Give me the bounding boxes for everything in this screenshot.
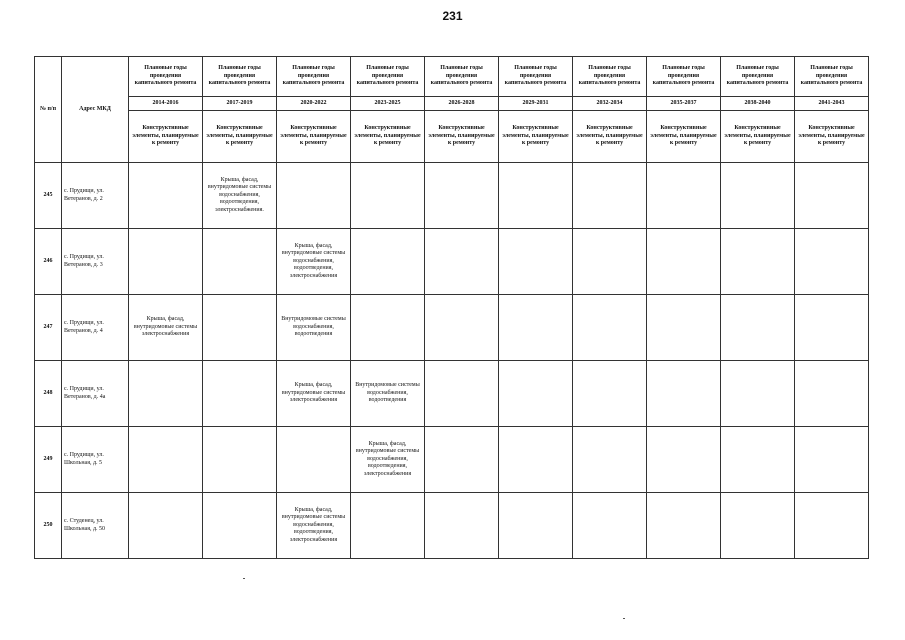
repair-elements-cell	[203, 361, 277, 427]
row-address: с. Прудищи, ул. Ветеранов, д. 4а	[62, 361, 129, 427]
repair-elements-cell	[203, 427, 277, 493]
repair-elements-cell	[499, 493, 573, 559]
row-number: 245	[35, 163, 62, 229]
repair-elements-cell	[425, 361, 499, 427]
repair-elements-cell	[425, 427, 499, 493]
period-title: Плановые годы проведения капитального ремонта	[499, 57, 573, 97]
row-number: 246	[35, 229, 62, 295]
repair-elements-cell	[499, 427, 573, 493]
repair-elements-cell	[203, 493, 277, 559]
repair-elements-cell	[795, 163, 869, 229]
table-row	[35, 493, 869, 559]
repair-elements-cell: Крыша, фасад, внутридомовые системы водоснабжения, водоотведения, электроснабжения.	[203, 163, 277, 229]
table-row	[35, 163, 869, 229]
period-elements-header: Конструктивные элементы, планируемые к ремонту	[795, 111, 869, 163]
repair-elements-cell	[573, 493, 647, 559]
period-title: Плановые годы проведения капитального ремонта	[721, 57, 795, 97]
repair-elements-cell	[425, 163, 499, 229]
page-number: 231	[442, 9, 463, 23]
repair-elements-cell	[721, 427, 795, 493]
repair-elements-cell	[573, 361, 647, 427]
period-elements-header: Конструктивные элементы, планируемые к ремонту	[647, 111, 721, 163]
period-title: Плановые годы проведения капитального ремонта	[647, 57, 721, 97]
repair-elements-cell	[499, 229, 573, 295]
repair-elements-cell	[795, 361, 869, 427]
period-elements-header: Конструктивные элементы, планируемые к ремонту	[721, 111, 795, 163]
repair-elements-cell	[129, 427, 203, 493]
repair-elements-cell	[277, 163, 351, 229]
row-address: с. Прудищи, ул. Ветеранов, д. 2	[62, 163, 129, 229]
repair-elements-cell	[425, 295, 499, 361]
repair-elements-cell	[129, 163, 203, 229]
scan-speck	[623, 618, 625, 619]
repair-elements-cell	[795, 427, 869, 493]
header-address: Адрес МКД	[62, 57, 129, 163]
period-title: Плановые годы проведения капитального ремонта	[425, 57, 499, 97]
repair-schedule-table	[34, 56, 869, 559]
period-elements-header: Конструктивные элементы, планируемые к ремонту	[203, 111, 277, 163]
repair-elements-cell	[795, 229, 869, 295]
row-address: с. Прудищи, ул. Ветеранов, д. 4	[62, 295, 129, 361]
period-years: 2026-2028	[425, 97, 499, 111]
repair-elements-cell	[721, 361, 795, 427]
period-elements-header: Конструктивные элементы, планируемые к ремонту	[351, 111, 425, 163]
repair-elements-cell	[499, 295, 573, 361]
repair-elements-cell	[203, 295, 277, 361]
repair-elements-cell: Крыша, фасад, внутридомовые системы электроснабжения	[129, 295, 203, 361]
row-number: 248	[35, 361, 62, 427]
period-elements-header: Конструктивные элементы, планируемые к ремонту	[425, 111, 499, 163]
repair-elements-cell	[573, 229, 647, 295]
repair-elements-cell	[351, 229, 425, 295]
repair-elements-cell	[129, 493, 203, 559]
repair-elements-cell	[647, 295, 721, 361]
repair-elements-cell	[573, 163, 647, 229]
repair-elements-cell	[203, 229, 277, 295]
row-number: 247	[35, 295, 62, 361]
row-address: с. Студенец, ул. Школьная, д. 50	[62, 493, 129, 559]
table-row	[35, 229, 869, 295]
period-years: 2032-2034	[573, 97, 647, 111]
period-years: 2017-2019	[203, 97, 277, 111]
period-years: 2041-2043	[795, 97, 869, 111]
row-address: с. Прудищи, ул. Ветеранов, д. 3	[62, 229, 129, 295]
period-elements-header: Конструктивные элементы, планируемые к ремонту	[499, 111, 573, 163]
repair-elements-cell: Крыша, фасад, внутридомовые системы электроснабжения	[277, 361, 351, 427]
header-number: № п/п	[35, 57, 62, 163]
row-address: с. Прудищи, ул. Школьная, д. 5	[62, 427, 129, 493]
scan-speck	[243, 578, 245, 579]
repair-elements-cell	[129, 229, 203, 295]
period-elements-header: Конструктивные элементы, планируемые к ремонту	[129, 111, 203, 163]
repair-elements-cell: Крыша, фасад, внутридомовые системы водоснабжения, водоотведения, электроснабжения	[351, 427, 425, 493]
row-number: 249	[35, 427, 62, 493]
repair-elements-cell	[425, 229, 499, 295]
period-elements-header: Конструктивные элементы, планируемые к ремонту	[573, 111, 647, 163]
repair-elements-cell	[795, 493, 869, 559]
period-years: 2035-2037	[647, 97, 721, 111]
repair-elements-cell	[351, 163, 425, 229]
repair-elements-cell	[647, 493, 721, 559]
repair-elements-cell	[499, 361, 573, 427]
table-row	[35, 427, 869, 493]
repair-elements-cell	[647, 229, 721, 295]
period-title: Плановые годы проведения капитального ремонта	[351, 57, 425, 97]
repair-elements-cell: Внутридомовые системы водоснабжения, водоотведения	[277, 295, 351, 361]
repair-elements-cell	[351, 295, 425, 361]
repair-elements-cell	[425, 493, 499, 559]
repair-elements-cell: Крыша, фасад, внутридомовые системы водоснабжения, водоотведения, электроснабжения	[277, 493, 351, 559]
repair-elements-cell	[795, 295, 869, 361]
period-years: 2023-2025	[351, 97, 425, 111]
period-title: Плановые годы проведения капитального ремонта	[203, 57, 277, 97]
repair-elements-cell	[351, 493, 425, 559]
period-title: Плановые годы проведения капитального ремонта	[129, 57, 203, 97]
repair-elements-cell	[277, 427, 351, 493]
repair-elements-cell	[573, 295, 647, 361]
period-title: Плановые годы проведения капитального ремонта	[573, 57, 647, 97]
repair-elements-cell	[647, 427, 721, 493]
period-title: Плановые годы проведения капитального ремонта	[277, 57, 351, 97]
repair-elements-cell	[647, 361, 721, 427]
repair-elements-cell	[499, 163, 573, 229]
repair-elements-cell	[573, 427, 647, 493]
period-years: 2020-2022	[277, 97, 351, 111]
table-row	[35, 361, 869, 427]
table-row	[35, 295, 869, 361]
period-years: 2038-2040	[721, 97, 795, 111]
repair-elements-cell: Внутридомовые системы водоснабжения, водоотведения	[351, 361, 425, 427]
period-title: Плановые годы проведения капитального ремонта	[795, 57, 869, 97]
period-years: 2014-2016	[129, 97, 203, 111]
repair-elements-cell	[721, 163, 795, 229]
repair-elements-cell	[721, 229, 795, 295]
period-elements-header: Конструктивные элементы, планируемые к ремонту	[277, 111, 351, 163]
period-years: 2029-2031	[499, 97, 573, 111]
repair-elements-cell: Крыша, фасад, внутридомовые системы водоснабжения, водоотведения, электроснабжения	[277, 229, 351, 295]
repair-elements-cell	[721, 295, 795, 361]
repair-elements-cell	[129, 361, 203, 427]
repair-elements-cell	[721, 493, 795, 559]
repair-elements-cell	[647, 163, 721, 229]
row-number: 250	[35, 493, 62, 559]
